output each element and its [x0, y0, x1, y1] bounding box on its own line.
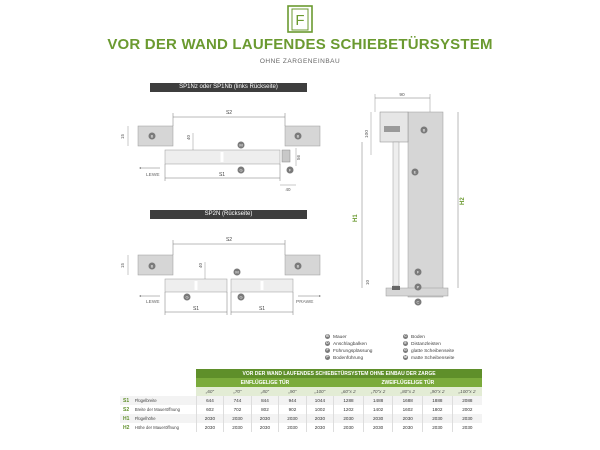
table-cell: 2030: [334, 414, 364, 423]
dim-s1-left: S1: [192, 306, 200, 312]
table-cell: 1688: [393, 396, 423, 405]
side-view-drawing: [353, 92, 466, 306]
svg-text:B: B: [296, 133, 300, 139]
table-cell: 2030: [224, 423, 252, 432]
section2-drawing: [120, 237, 320, 315]
dim-h2: H2: [460, 197, 466, 205]
table-cell: 2030: [251, 423, 279, 432]
svg-text:P: P: [416, 284, 420, 290]
legend-item-g: G glatte Scheibenseite: [404, 348, 455, 354]
page-title: VOR DER WAND LAUFENDES SCHIEBETÜRSYSTEM: [107, 36, 493, 53]
table-cell: 1202: [334, 405, 364, 414]
legend-item-b: B Mauer: [326, 334, 347, 340]
dim-40: 40: [198, 262, 203, 268]
row-label: Flügelhöhe: [135, 414, 196, 423]
table-cell: 902: [279, 405, 307, 414]
row-label: Höhe der Maueröffnung: [134, 425, 179, 430]
table-cell: 1402: [363, 405, 393, 414]
row-label: Breite der Maueröffnung: [134, 407, 180, 412]
row-code: H1: [120, 414, 135, 423]
table-cell: 1888: [423, 396, 453, 405]
wall-left: [138, 255, 173, 275]
svg-text:F: F: [416, 269, 420, 275]
column-header: „80“x 2: [393, 387, 423, 396]
wall-section: [408, 112, 443, 297]
table-cell: 702: [224, 405, 252, 414]
table-cell: 2030: [393, 414, 423, 423]
table-row: [120, 405, 482, 414]
dim-40: 40: [186, 134, 191, 140]
table-cell: 2030: [393, 423, 423, 432]
legend-item-d: D Anschlagbalken: [326, 341, 367, 347]
dim-s2: S2: [225, 110, 233, 116]
dim-s2: S2: [225, 237, 233, 243]
table-row: [120, 396, 482, 405]
column-header: „90“x 2: [423, 387, 453, 396]
door-panel-side: [393, 142, 399, 286]
legend-item-m: M matte Scheibenseite: [404, 355, 455, 361]
table-cell: 1488: [363, 396, 393, 405]
dim-10: 10: [365, 279, 370, 285]
table-cell: 602: [196, 405, 224, 414]
svg-text:E: E: [413, 169, 417, 175]
svg-text:F: F: [288, 167, 292, 173]
row-code: S2: [123, 406, 130, 413]
table-cell: 2030: [334, 423, 364, 432]
table-cell: 1002: [306, 405, 334, 414]
anchor-block: [282, 150, 290, 162]
table-cell: 844: [251, 396, 279, 405]
page-subtitle: OHNE ZARGENEINBAU: [259, 58, 341, 65]
group-single: EINFLÜGELIGE TÜR: [196, 378, 334, 387]
column-header: „70“: [224, 387, 252, 396]
table-cell: 2030: [251, 414, 279, 423]
table-cell: 2030: [306, 423, 334, 432]
row-code: H2: [123, 424, 130, 431]
dim-s1-right: S1: [258, 306, 266, 312]
table-cell: 2030: [452, 414, 482, 423]
table-cell: 644: [196, 396, 224, 405]
column-header: „100“x 2: [452, 387, 482, 396]
table-cell: 2002: [452, 405, 482, 414]
svg-text:C: C: [416, 299, 420, 305]
table-cell: 1044: [306, 396, 334, 405]
svg-text:M: M: [239, 142, 243, 148]
column-header: „80“: [251, 387, 279, 396]
table-cell: 2088: [452, 396, 482, 405]
column-header: „60“: [196, 387, 224, 396]
table-cell: 744: [224, 396, 252, 405]
column-header: „100“: [306, 387, 334, 396]
logo-letter: F: [295, 12, 305, 29]
dim-100: 100: [365, 129, 370, 138]
table-cell: 2030: [279, 414, 307, 423]
table-cell: 2030: [423, 414, 453, 423]
table-cell: 2030: [363, 423, 393, 432]
column-header: „90“: [279, 387, 307, 396]
dim-15: 15: [120, 133, 125, 139]
svg-text:M: M: [235, 269, 239, 275]
row-label: Flügelbreite: [135, 396, 196, 405]
table-cell: 944: [279, 396, 307, 405]
table-row: [120, 414, 482, 423]
legend-item-f: F Führungsplässung: [326, 348, 373, 354]
column-header: „60“x 2: [334, 387, 364, 396]
dim-s1: S1: [218, 172, 226, 178]
table-cell: 2030: [363, 414, 393, 423]
legend-item-c: C Boden: [404, 334, 425, 340]
svg-text:G: G: [239, 167, 243, 173]
section1-title: SP1Nz oder SP1Nb (links Rückseite): [150, 83, 307, 92]
svg-text:B: B: [422, 127, 426, 133]
svg-text:B: B: [150, 133, 154, 139]
table-cell: 1802: [423, 405, 453, 414]
row-code: S1: [120, 396, 135, 405]
spec-table: [120, 369, 482, 432]
table-cell: 2030: [452, 423, 482, 432]
table-cell: 802: [251, 405, 279, 414]
table-cell: 2030: [306, 414, 334, 423]
table-cell: 1602: [393, 405, 423, 414]
section2-title: SP2N (Rückseite): [150, 210, 307, 219]
direction-lewe: LEWE: [146, 300, 160, 305]
dim-h1: H1: [353, 214, 359, 222]
svg-text:G: G: [185, 294, 189, 300]
svg-text:B: B: [150, 263, 154, 269]
dim-56: 56: [296, 154, 301, 160]
table-title: VOR DER WAND LAUFENDES SCHIEBETÜRSYSTEM OHNE EINBAU DER ZARGE: [196, 369, 482, 378]
dim-90: 90: [399, 93, 405, 98]
dim-40b: 40: [285, 187, 291, 192]
section1-drawing: [120, 110, 320, 192]
direction-lewe: LEWE: [146, 173, 160, 178]
svg-text:B: B: [296, 263, 300, 269]
table-row: [120, 423, 482, 432]
table-cell: 2030: [224, 414, 252, 423]
wall-right: [285, 126, 320, 146]
wall-right: [285, 255, 320, 275]
legend-item-e: E Distanzleisten: [404, 341, 441, 347]
dim-15: 15: [120, 262, 125, 268]
table-cell: 2030: [196, 414, 224, 423]
legend-item-p: P Bodenführung: [326, 355, 364, 361]
svg-text:G: G: [239, 294, 243, 300]
direction-prawe: PRAWE: [296, 300, 314, 305]
table-cell: 2030: [423, 423, 453, 432]
group-double: ZWEIFLÜGELIGE TÜR: [334, 378, 482, 387]
column-header: „70“x 2: [363, 387, 393, 396]
table-cell: 2030: [279, 423, 307, 432]
table-cell: 2030: [196, 423, 224, 432]
table-cell: 1288: [334, 396, 364, 405]
